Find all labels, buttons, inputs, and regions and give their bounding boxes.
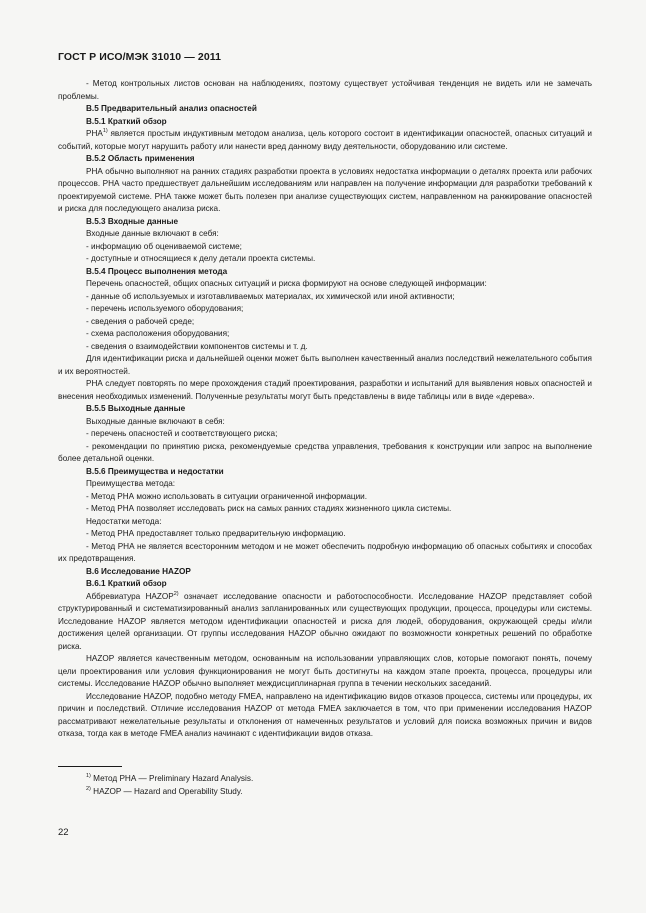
paragraph: Недостатки метода: xyxy=(86,516,162,526)
paragraph: Для идентификации риска и дальнейшей оценки может быть выполнен качественный анализ последствий нежелательного события и их вероятностей. xyxy=(58,354,592,376)
subsection-heading: В.5.3 Входные данные xyxy=(86,216,179,226)
list-item: - сведения о взаимодействии компонентов системы и т. д. xyxy=(86,341,308,351)
subsection-heading: В.5.2 Область применения xyxy=(86,154,195,163)
subsection-heading: В.5.6 Преимущества и недостатки xyxy=(86,466,224,476)
footnote-divider xyxy=(58,766,122,767)
subsection-heading: В.5.5 Выходные данные xyxy=(86,404,186,413)
paragraph: - Метод контрольных листов основан на наблюдениях, поэтому существует устойчивая тенденция не видеть или не замечать проблемы. xyxy=(58,79,592,101)
paragraph: Преимущества метода: xyxy=(86,479,176,488)
list-item: - Метод РНА не является всесторонним методом и не может обеспечить подробную информацию об опасных событиях и способах их предотвращения. xyxy=(58,541,592,563)
paragraph-text: означает исследование опасности и работоспособности. Исследование HAZOP представляет собой структурированный и систематизированный анализ запланированных или существующих продукции, процесса, процедуры или системы. Исследование HAZOP является методом идентификации опасностей и риска для людей, оборудования, окружающей среды и/или достижения целей организации. От группы исследования HAZOP обычно ожидают по возможности конкретных решений по обработке риска. xyxy=(58,591,592,651)
footnote xyxy=(86,786,253,799)
document-header: ГОСТ Р ИСО/МЭК 31010 — 2011 xyxy=(58,51,222,63)
page-number: 22 xyxy=(58,827,69,838)
footnote-text: Метод РНА — Preliminary Hazard Analysis. xyxy=(93,774,254,783)
list-item: - информацию об оцениваемой системе; xyxy=(86,241,242,251)
footnote-mark: 1) xyxy=(86,773,91,779)
section-heading: В.5 Предварительный анализ опасностей xyxy=(86,104,257,113)
list-item: - Метод РНА предоставляет только предварительную информацию. xyxy=(86,529,346,538)
paragraph: HAZOP является качественным методом, основанным на использовании управляющих слов, которые помогают понять, почему цели проектирования или условия функционирования не могут быть достигнуты на каждом этапе проекта, процесса, процедуры или системы. Исследование HAZOP обычно выполняет междисциплинарная группа в течении нескольких заседаний. xyxy=(58,654,592,688)
page-body xyxy=(58,78,592,741)
paragraph: Входные данные включают в себя: xyxy=(86,229,219,238)
subsection-heading: В.5.1 Краткий обзор xyxy=(86,116,167,126)
paragraph: Исследование HAZOP, подобно методу FMEA, направлено на идентификацию видов отказов процесса, системы или процедуры, их причин и последствий. Отличие исследования HAZOP от метода FMEA заключается в том, что при применении исследования HAZOP рассматривают нежелательные результаты и отклонения от намеченных результатов и условий для поиска возможных причин и видов отказа, тогда как в методе FMEA анализ начинают с идентификации видов отказа. xyxy=(58,691,592,738)
footnote-text: HAZOP — Hazard and Operability Study. xyxy=(93,786,243,796)
footnote xyxy=(86,773,253,786)
paragraph-text: является простым индуктивным методом анализа, цель которого состоит в идентификации опасностей, опасных ситуаций и событий, которые могут нарушить работу или нанести вред данному виду деятельности, оборудованию или системе. xyxy=(58,129,592,151)
paragraph xyxy=(58,591,592,654)
paragraph: Выходные данные включают в себя: xyxy=(86,416,225,426)
paragraph xyxy=(58,128,592,153)
subsection-heading: В.6.1 Краткий обзор xyxy=(86,579,167,588)
paragraph: Перечень опасностей, общих опасных ситуаций и риска формируют на основе следующей информации: xyxy=(86,279,487,288)
paragraph: РНА обычно выполняют на ранних стадиях разработки проекта в условиях недостатка информации о деталях проекта или рабочих процессов. РНА часто предшествует дальнейшим исследованиям или направлен на получение информации для разработки требований к проектируемой системе. РНА также может быть полезен при анализе существующих систем, направленном на ранжирование опасностей и риска для последующего анализа риска. xyxy=(58,166,592,213)
list-item: - схема расположения оборудования; xyxy=(86,329,230,338)
footnote-ref: 1) xyxy=(102,128,108,134)
list-item: - рекомендации по принятию риска, рекомендуемые средства управления, требования к конструкции или запрос на выполнение более детальной оценки. xyxy=(58,441,592,463)
footnote-mark: 2) xyxy=(86,785,91,792)
list-item: - Метод РНА позволяет исследовать риск на самых ранних стадиях жизненного цикла системы. xyxy=(86,504,452,513)
inline-term: Аббревиатура HAZOP xyxy=(86,591,174,601)
list-item: - сведения о рабочей среде; xyxy=(86,316,195,326)
list-item: - перечень опасностей и соответствующего риска; xyxy=(86,429,278,438)
subsection-heading: В.5.4 Процесс выполнения метода xyxy=(86,266,228,276)
section-heading: В.6 Исследование HAZOP xyxy=(86,566,191,576)
inline-term: РНА xyxy=(86,129,103,138)
paragraph: РНА следует повторять по мере прохождения стадий проектирования, разработки и испытаний для выявления новых опасностей и внесения необходимых изменений. Полученные результаты могут быть представлены в виде таблицы или в виде «дерева». xyxy=(58,379,592,401)
list-item: - перечень используемого оборудования; xyxy=(86,304,244,313)
list-item: - доступные и относящиеся к делу детали проекта системы. xyxy=(86,254,316,263)
list-item: - Метод РНА можно использовать в ситуации ограниченной информации. xyxy=(86,491,367,501)
footnotes xyxy=(86,773,253,798)
footnote-ref: 2) xyxy=(173,590,179,597)
list-item: - данные об используемых и изготавливаемых материалах, их химической или иной активности; xyxy=(86,291,455,301)
